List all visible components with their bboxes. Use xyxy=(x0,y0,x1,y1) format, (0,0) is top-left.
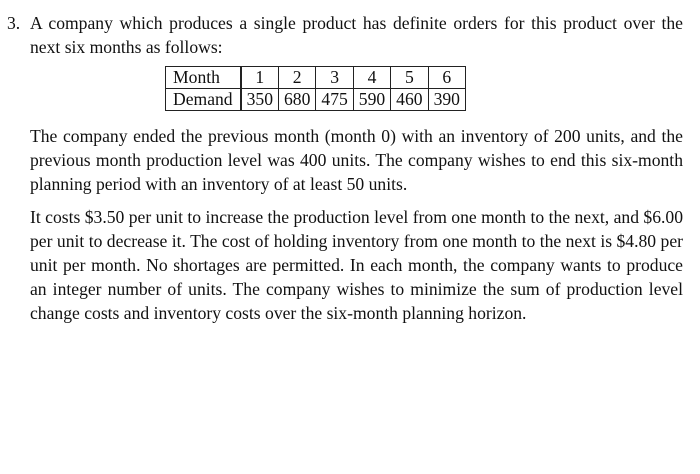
demand-cell: 590 xyxy=(353,89,390,111)
month-cell: 6 xyxy=(428,67,465,89)
demand-table xyxy=(165,66,466,111)
problem-number: 3. xyxy=(7,13,21,33)
demand-header: Demand xyxy=(166,89,241,111)
problem-intro-text: A company which produces a single product has definite orders for this product over the next six months as follows: xyxy=(30,13,683,57)
month-header: Month xyxy=(166,67,241,89)
demand-cell: 390 xyxy=(428,89,465,111)
demand-cell: 475 xyxy=(316,89,353,111)
cost-paragraph: It costs $3.50 per unit to increase the production level from one month to the next, and $6.00 per unit to decrease it. The cost of holding inventory from one month to the next is $4.80 per unit per month. No shortages are permitted. In each month, the company wants to produce an integer number of units. The company wishes to minimize the sum of production level change costs and inventory costs over the six-month planning horizon. xyxy=(30,207,683,323)
month-cell: 1 xyxy=(241,67,279,89)
problem-intro xyxy=(7,11,683,59)
month-cell: 2 xyxy=(279,67,316,89)
demand-row xyxy=(166,89,466,111)
problem-3 xyxy=(7,11,683,325)
month-cell: 4 xyxy=(353,67,390,89)
demand-cell: 350 xyxy=(241,89,279,111)
month-row xyxy=(166,67,466,89)
demand-cell: 460 xyxy=(391,89,428,111)
month-cell: 5 xyxy=(391,67,428,89)
demand-cell: 680 xyxy=(279,89,316,111)
inventory-paragraph: The company ended the previous month (month 0) with an inventory of 200 units, and the previous month production level was 400 units. The company wishes to end this six-month planning period with an inventory of at least 50 units. xyxy=(30,126,683,194)
month-cell: 3 xyxy=(316,67,353,89)
